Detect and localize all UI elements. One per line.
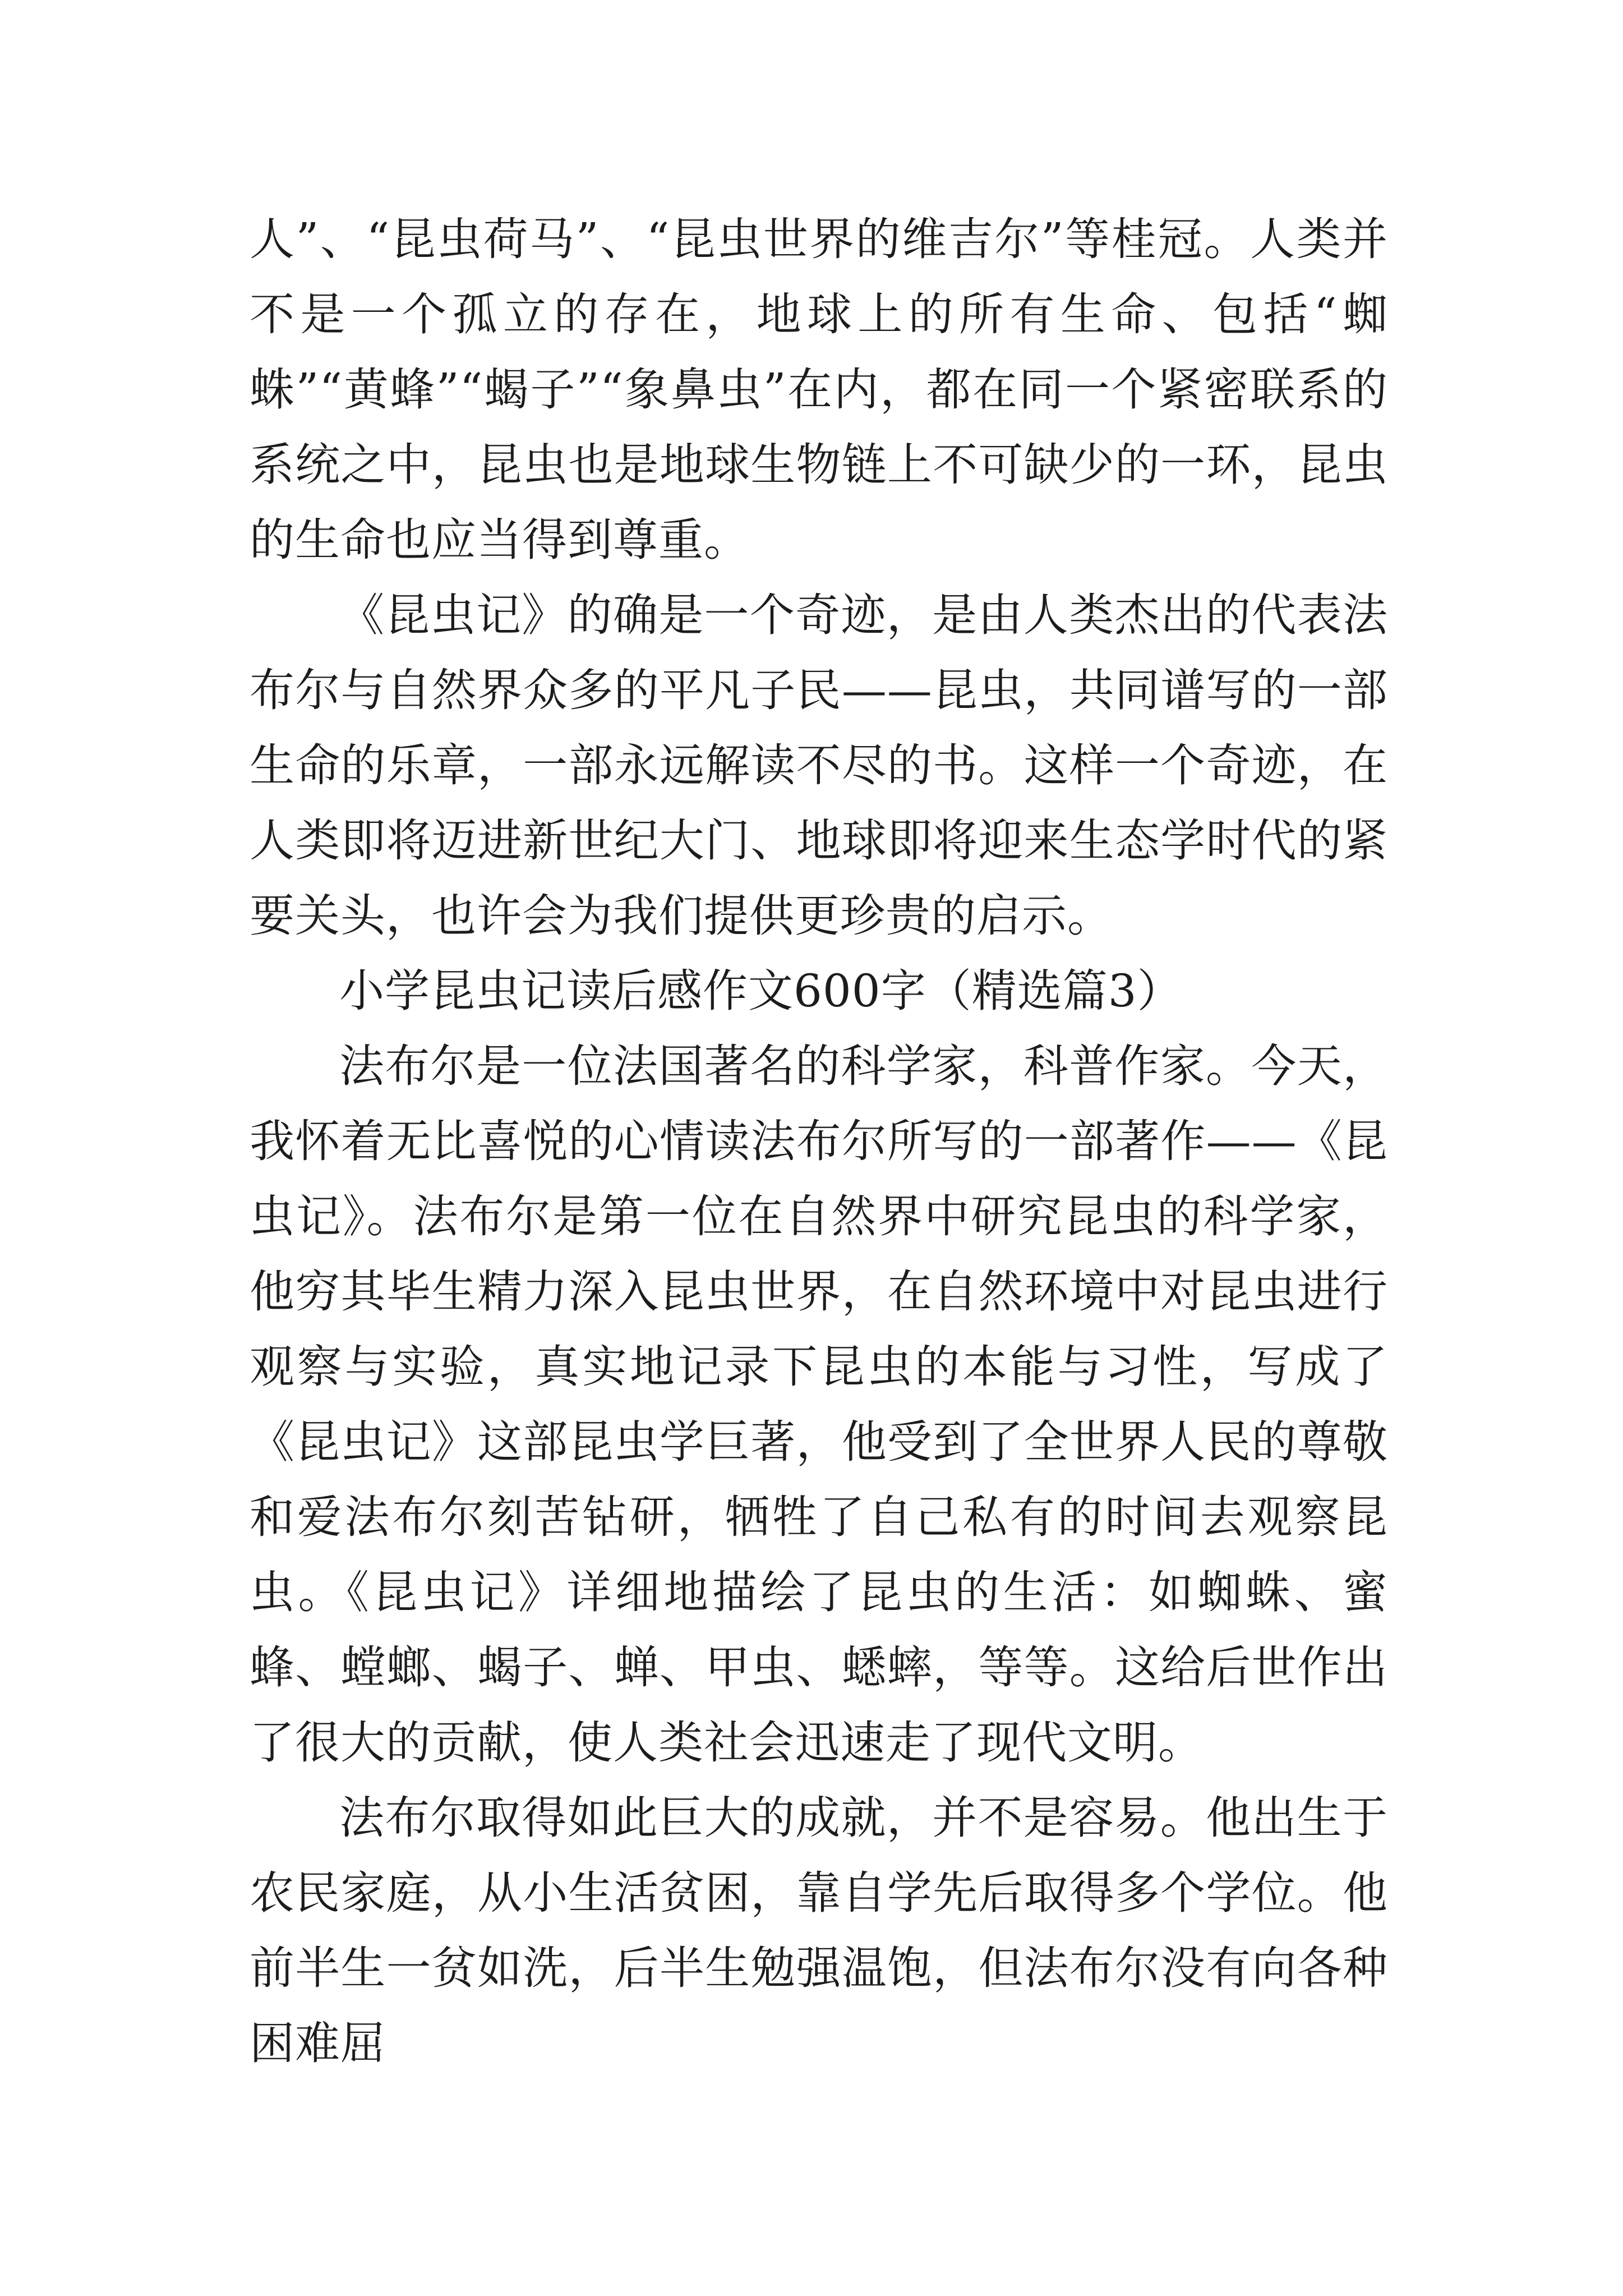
paragraph-continuation: 人”、“昆虫荷马”、“昆虫世界的维吉尔”等桂冠。人类并不是一个孤立的存在，地球上的所有生命、包括“蜘蛛”“黄蜂”“蝎子”“象鼻虫”在内，都在同一个紧密联系的系统之中，昆虫也是地球生物链上不可缺少的一环，昆虫的生命也应当得到尊重。	[250, 213, 1388, 566]
section-heading: 小学昆虫记读后感作文600字（精选篇3）	[339, 965, 1183, 1017]
paragraph-fabre-achievement: 法布尔取得如此巨大的成就，并不是容易。他出生于农民家庭，从小生活贫困，靠自学先后取得多个学位。他前半生一贫如洗，后半生勉强温饱，但法布尔没有向各种困难屈	[250, 1792, 1388, 2069]
paragraph-fabre-intro: 法布尔是一位法国著名的科学家，科普作家。今天，我怀着无比喜悦的心情读法布尔所写的一部著作——《昆虫记》。法布尔是第一位在自然界中研究昆虫的科学家，他穷其毕生精力深入昆虫世界，在自然环境中对昆虫进行观察与实验，真实地记录下昆虫的本能与习性，写成了《昆虫记》这部昆虫学巨著，他受到了全世界人民的尊敬和爱法布尔刻苦钻研，牺牲了自己私有的时间去观察昆虫。《昆虫记》详细地描绘了昆虫的生活：如蜘蛛、蜜蜂、螳螂、蝎子、蝉、甲虫、蟋蟀，等等。这给后世作出了很大的贡献，使人类社会迅速走了现代文明。	[250, 1040, 1388, 1769]
body-text	[250, 202, 1388, 2081]
paragraph-miracle: 《昆虫记》的确是一个奇迹，是由人类杰出的代表法布尔与自然界众多的平凡子民——昆虫，共同谱写的一部生命的乐章，一部永远解读不尽的书。这样一个奇迹，在人类即将迈进新世纪大门、地球即将迎来生态学时代的紧要关头，也许会为我们提供更珍贵的启示。	[250, 589, 1388, 942]
